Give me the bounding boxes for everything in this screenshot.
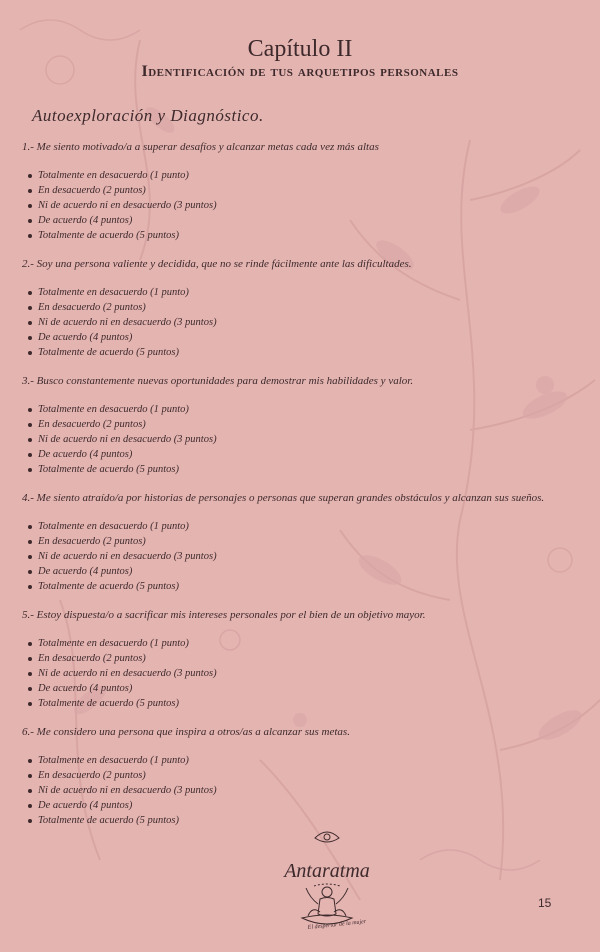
answer-option — [28, 798, 582, 813]
bullet-icon — [28, 702, 32, 706]
bullet-icon — [28, 204, 32, 208]
answer-options — [22, 519, 582, 594]
bullet-icon — [28, 408, 32, 412]
answer-option — [28, 549, 582, 564]
answer-option-label: En desacuerdo (2 puntos) — [38, 770, 146, 781]
bullet-icon — [28, 189, 32, 193]
answer-options — [22, 285, 582, 360]
bullet-icon — [28, 570, 32, 574]
bullet-icon — [28, 423, 32, 427]
bullet-icon — [28, 219, 32, 223]
answer-options — [22, 168, 582, 243]
bullet-icon — [28, 453, 32, 457]
bullet-icon — [28, 819, 32, 823]
answer-option — [28, 519, 582, 534]
bullet-icon — [28, 759, 32, 763]
answer-option-label: Ni de acuerdo ni en desacuerdo (3 puntos) — [38, 668, 217, 679]
answer-option-label: Totalmente de acuerdo (5 puntos) — [38, 347, 179, 358]
bullet-icon — [28, 555, 32, 559]
bullet-icon — [28, 234, 32, 238]
answer-option — [28, 681, 582, 696]
answer-option-label: De acuerdo (4 puntos) — [38, 800, 133, 811]
bullet-icon — [28, 774, 32, 778]
answer-options — [22, 402, 582, 477]
answer-option-label: De acuerdo (4 puntos) — [38, 683, 133, 694]
bullet-icon — [28, 351, 32, 355]
antaratma-logo — [272, 826, 382, 946]
answer-option-label: Totalmente en desacuerdo (1 punto) — [38, 404, 189, 415]
answer-option — [28, 636, 582, 651]
answer-option — [28, 315, 582, 330]
question-5 — [22, 608, 582, 711]
answer-option-label: Ni de acuerdo ni en desacuerdo (3 puntos) — [38, 200, 217, 211]
answer-option — [28, 651, 582, 666]
answer-option — [28, 462, 582, 477]
answer-option-label: De acuerdo (4 puntos) — [38, 215, 133, 226]
answer-option-label: En desacuerdo (2 puntos) — [38, 302, 146, 313]
answer-options — [22, 636, 582, 711]
question-text: 5.- Estoy dispuesta/o a sacrificar mis intereses personales por el bien de un objetivo mayor. — [22, 609, 426, 621]
chapter-header — [0, 36, 600, 82]
answer-option — [28, 402, 582, 417]
question-4 — [22, 491, 582, 594]
answer-option-label: En desacuerdo (2 puntos) — [38, 653, 146, 664]
bullet-icon — [28, 672, 32, 676]
answer-option-label: De acuerdo (4 puntos) — [38, 332, 133, 343]
answer-option — [28, 783, 582, 798]
answer-option — [28, 228, 582, 243]
bullet-icon — [28, 321, 32, 325]
question-text: 2.- Soy una persona valiente y decidida, que no se rinde fácilmente ante las dificultades. — [22, 258, 412, 270]
answer-option-label: Totalmente de acuerdo (5 puntos) — [38, 230, 179, 241]
answer-option-label: Totalmente en desacuerdo (1 punto) — [38, 755, 189, 766]
answer-option-label: Totalmente de acuerdo (5 puntos) — [38, 464, 179, 475]
question-text: 3.- Busco constantemente nuevas oportunidades para demostrar mis habilidades y valor. — [22, 375, 414, 387]
answer-option-label: En desacuerdo (2 puntos) — [38, 185, 146, 196]
bullet-icon — [28, 642, 32, 646]
answer-option-label: En desacuerdo (2 puntos) — [38, 419, 146, 430]
answer-option-label: Totalmente de acuerdo (5 puntos) — [38, 698, 179, 709]
answer-option-label: De acuerdo (4 puntos) — [38, 449, 133, 460]
answer-option-label: Ni de acuerdo ni en desacuerdo (3 puntos) — [38, 551, 217, 562]
chapter-subtitle: Identificación de tus arquetipos personales — [141, 63, 459, 80]
bullet-icon — [28, 585, 32, 589]
answer-option — [28, 198, 582, 213]
bullet-icon — [28, 291, 32, 295]
bullet-icon — [28, 804, 32, 808]
bullet-icon — [28, 468, 32, 472]
answer-option — [28, 213, 582, 228]
bullet-icon — [28, 540, 32, 544]
answer-option — [28, 753, 582, 768]
bullet-icon — [28, 336, 32, 340]
answer-option-label: Ni de acuerdo ni en desacuerdo (3 puntos) — [38, 785, 217, 796]
question-text: 1.- Me siento motivado/a a superar desafíos y alcanzar metas cada vez más altas — [22, 141, 379, 153]
bullet-icon — [28, 438, 32, 442]
section-title: Autoexploración y Diagnóstico. — [32, 106, 264, 125]
bullet-icon — [28, 306, 32, 310]
answer-option-label: En desacuerdo (2 puntos) — [38, 536, 146, 547]
question-3 — [22, 374, 582, 477]
answer-option — [28, 168, 582, 183]
logo-name: Antaratma — [284, 860, 370, 882]
answer-option — [28, 768, 582, 783]
answer-option — [28, 579, 582, 594]
question-text: 6.- Me considero una persona que inspira a otros/as a alcanzar sus metas. — [22, 726, 350, 738]
answer-option-label: Totalmente en desacuerdo (1 punto) — [38, 287, 189, 298]
question-2 — [22, 257, 582, 360]
answer-option — [28, 432, 582, 447]
answer-option — [28, 564, 582, 579]
chapter-title: Capítulo II — [247, 36, 353, 62]
answer-option — [28, 447, 582, 462]
bullet-icon — [28, 174, 32, 178]
answer-option — [28, 417, 582, 432]
questionnaire — [22, 140, 582, 842]
answer-option-label: Totalmente en desacuerdo (1 punto) — [38, 638, 189, 649]
answer-option-label: Totalmente en desacuerdo (1 punto) — [38, 521, 189, 532]
bullet-icon — [28, 657, 32, 661]
answer-option-label: De acuerdo (4 puntos) — [38, 566, 133, 577]
question-1 — [22, 140, 582, 243]
question-text: 4.- Me siento atraído/a por historias de personajes o personas que superan grandes obstáculos y alcanzan sus sueños. — [22, 492, 545, 504]
answer-option — [28, 696, 582, 711]
answer-option — [28, 183, 582, 198]
answer-option — [28, 534, 582, 549]
bullet-icon — [28, 525, 32, 529]
question-6 — [22, 725, 582, 828]
answer-option — [28, 285, 582, 300]
logo-tagline: El despertar de la mujer — [307, 918, 367, 932]
answer-option — [28, 300, 582, 315]
bullet-icon — [28, 789, 32, 793]
page-number: 15 — [538, 896, 552, 910]
answer-option-label: Totalmente de acuerdo (5 puntos) — [38, 581, 179, 592]
answer-option-label: Totalmente de acuerdo (5 puntos) — [38, 815, 179, 826]
answer-option — [28, 666, 582, 681]
bullet-icon — [28, 687, 32, 691]
answer-option-label: Ni de acuerdo ni en desacuerdo (3 puntos) — [38, 317, 217, 328]
answer-option — [28, 345, 582, 360]
answer-option-label: Totalmente en desacuerdo (1 punto) — [38, 170, 189, 181]
answer-options — [22, 753, 582, 828]
answer-option — [28, 330, 582, 345]
answer-option-label: Ni de acuerdo ni en desacuerdo (3 puntos) — [38, 434, 217, 445]
